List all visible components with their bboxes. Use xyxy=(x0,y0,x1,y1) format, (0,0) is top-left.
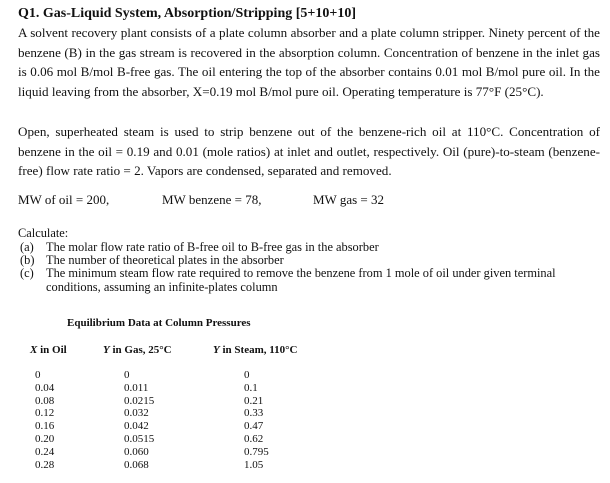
column-header-x-in-oil xyxy=(30,344,67,356)
table-cell: 0.12 xyxy=(35,407,55,420)
table-cell: 1.05 xyxy=(244,458,264,471)
calculate-heading: Calculate: xyxy=(18,226,69,240)
table-cell: 0.47 xyxy=(244,420,264,433)
calculate-item-text: The molar flow rate ratio of B-free oil to B-free gas in the absorber xyxy=(46,240,379,254)
header-variable: Y xyxy=(103,344,110,356)
table-cell: 0 xyxy=(35,369,41,381)
header-variable: Y xyxy=(213,344,220,356)
table-cell: 0.16 xyxy=(35,420,55,433)
column-header-y-in-gas xyxy=(103,344,172,356)
calculate-item-text: The minimum steam flow rate required to remove the benzene from 1 mole of oil under given terminal conditions, assuming an infinite-plates column xyxy=(46,266,556,294)
column-y-in-steam xyxy=(244,369,269,471)
table-cell: 0.21 xyxy=(244,394,264,407)
mw-gas: MW gas = 32 xyxy=(313,192,385,207)
equilibrium-table-title: Equilibrium Data at Column Pressures xyxy=(67,317,251,329)
calculate-item-label: (b) xyxy=(20,253,35,268)
header-label: in Gas, 25°C xyxy=(109,344,172,356)
table-cell: 0.042 xyxy=(124,420,149,433)
table-cell: 0.08 xyxy=(35,394,55,407)
header-variable: X xyxy=(30,344,38,356)
problem-statement-absorber: A solvent recovery plant consists of a plate column absorber and a plate column stripper. Ninety percent of the benzene (B) in the gas stream is recovered in the absorption column. Concentration of benzene in the inlet gas is 0.06 mol B/mol B-free gas. The oil entering the top of the absorber contains 0.01 mol B/mol pure oil. In the liquid leaving from the absorber, X=0.19 mol B/mol pure oil. Operating temperature is 77°F (25°C). xyxy=(18,25,600,99)
calculate-list xyxy=(20,241,586,294)
table-cell: 0.62 xyxy=(244,432,264,445)
table-cell: 0.28 xyxy=(35,458,55,471)
table-cell: 0.0215 xyxy=(124,394,155,407)
table-cell: 0.068 xyxy=(124,458,149,471)
table-cell: 0.032 xyxy=(124,407,149,420)
calculate-item-label: (a) xyxy=(20,240,34,254)
table-cell: 0.1 xyxy=(244,381,258,394)
table-cell: 0.20 xyxy=(35,432,55,445)
calculate-item-label: (c) xyxy=(20,266,34,281)
mw-oil: MW of oil = 200, xyxy=(18,192,110,207)
table-cell: 0.060 xyxy=(124,445,149,458)
mw-benzene: MW benzene = 78, xyxy=(162,192,262,207)
table-cell: 0.795 xyxy=(244,445,269,458)
header-label: in Oil xyxy=(37,344,67,356)
question-title: Q1. Gas-Liquid System, Absorption/Stripping [5+10+10] xyxy=(18,6,357,21)
table-cell: 0 xyxy=(244,369,250,381)
calculate-item xyxy=(20,267,586,293)
column-x-in-oil xyxy=(35,369,54,471)
table-cell: 0.24 xyxy=(35,445,55,458)
calculate-item-text: The number of theoretical plates in the absorber xyxy=(46,253,284,268)
table-cell: 0.011 xyxy=(124,381,149,394)
problem-statement-stripper: Open, superheated steam is used to strip benzene out of the benzene-rich oil at 110°C. Concentration of benzene in the oil = 0.19 and 0.01 (mole ratios) at inlet and outlet, respectively. Oil (pure)-to-steam (benzene-free) flow rate ratio = 2. Vapors are condensed, separated and removed. xyxy=(18,124,600,178)
header-label: in Steam, 110°C xyxy=(219,344,298,356)
column-header-y-in-steam xyxy=(213,344,297,356)
table-cell: 0.0515 xyxy=(124,432,155,445)
table-cell: 0.33 xyxy=(244,407,264,420)
column-y-in-gas xyxy=(124,369,154,471)
table-cell: 0.04 xyxy=(35,381,55,394)
table-cell: 0 xyxy=(124,369,130,381)
